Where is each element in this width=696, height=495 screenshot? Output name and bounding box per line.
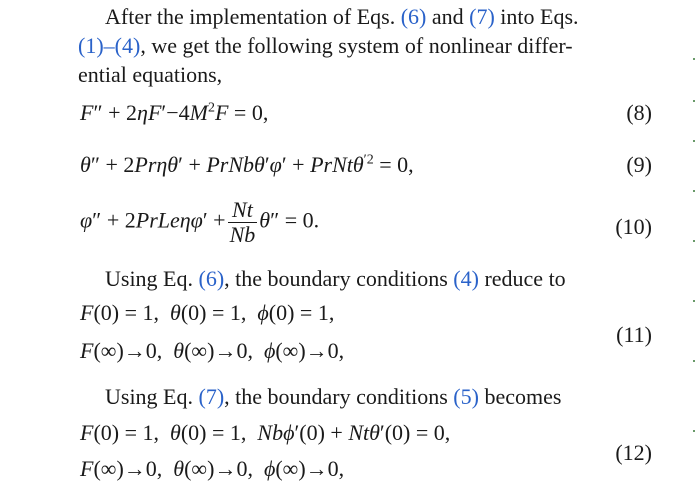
fraction-denominator: Nb xyxy=(229,222,256,247)
fraction-nt-nb xyxy=(228,198,258,247)
equation-11-number: (11) xyxy=(616,322,652,347)
equation-12-line-2: F(∞)→0, θ(∞)→0, ϕ(∞)→0, xyxy=(80,456,345,481)
intro-text-c: into Eqs. xyxy=(494,4,579,29)
intro-text-d: , we get the following system of nonlinear differ- xyxy=(140,33,573,58)
page-edge-marks xyxy=(692,0,696,495)
bc1-mid: , the boundary conditions xyxy=(224,266,454,291)
equation-12-line-1: F(0) = 1, θ(0) = 1, Nbϕ′(0) + Ntθ′(0) = 0, xyxy=(80,420,451,445)
equation-8: $F'' + 2\eta F'-4M^2F = 0$, xyxy=(80,100,269,125)
edge-mark xyxy=(693,240,695,242)
ref-eq-5[interactable]: (5) xyxy=(453,384,479,409)
edge-mark xyxy=(693,430,695,432)
bc2-prefix: Using Eq. xyxy=(105,384,199,409)
fraction-numerator: Nt xyxy=(228,198,258,223)
bc2-mid: , the boundary conditions xyxy=(224,384,454,409)
equation-9-number: (9) xyxy=(626,152,652,177)
equation-11-line-2: F(∞)→0, θ(∞)→0, ϕ(∞)→0, xyxy=(80,338,345,363)
equation-10-number: (10) xyxy=(615,214,652,239)
edge-mark xyxy=(693,58,695,60)
equation-10: φ″ + 2PrLeηφ′ + $\frac{Nt}{Nb}$ θ″ = 0. xyxy=(80,197,320,247)
ref-eq-1-4[interactable]: (1)–(4) xyxy=(78,33,141,58)
ref-eq-7-b[interactable]: (7) xyxy=(198,384,225,409)
intro-text-a: After the implementation of Eqs. xyxy=(105,4,401,29)
bc1-prefix: Using Eq. xyxy=(105,266,199,291)
edge-mark xyxy=(693,140,695,142)
edge-mark xyxy=(693,360,695,362)
bc1-suffix: reduce to xyxy=(478,266,566,291)
ref-eq-7[interactable]: (7) xyxy=(469,4,495,29)
intro-paragraph xyxy=(78,2,653,89)
bc-paragraph-2 xyxy=(78,382,653,411)
bc-paragraph-1 xyxy=(78,264,653,293)
edge-mark xyxy=(693,300,695,302)
ref-eq-6[interactable]: (6) xyxy=(400,4,427,29)
intro-line-1 xyxy=(78,2,653,31)
bc2-suffix: becomes xyxy=(478,384,562,409)
bc-line-2 xyxy=(78,382,653,411)
ref-eq-6-b[interactable]: (6) xyxy=(198,266,225,291)
equation-11-line-1: F(0) = 1, θ(0) = 1, ϕ(0) = 1, xyxy=(80,300,335,325)
equation-9: θ″ + 2Prηθ′ + PrNbθ′φ′ + PrNtθ$^{'2}$ = 0, xyxy=(80,152,414,177)
ref-eq-4[interactable]: (4) xyxy=(453,266,479,291)
equation-12-number: (12) xyxy=(615,440,652,465)
edge-mark xyxy=(693,190,695,192)
intro-line-3: ential equations, xyxy=(78,62,223,87)
bc-line-1 xyxy=(78,264,653,293)
intro-line-2 xyxy=(78,31,653,60)
intro-text-b: and xyxy=(426,4,470,29)
edge-mark xyxy=(693,100,695,102)
equation-8-number: (8) xyxy=(626,100,652,125)
